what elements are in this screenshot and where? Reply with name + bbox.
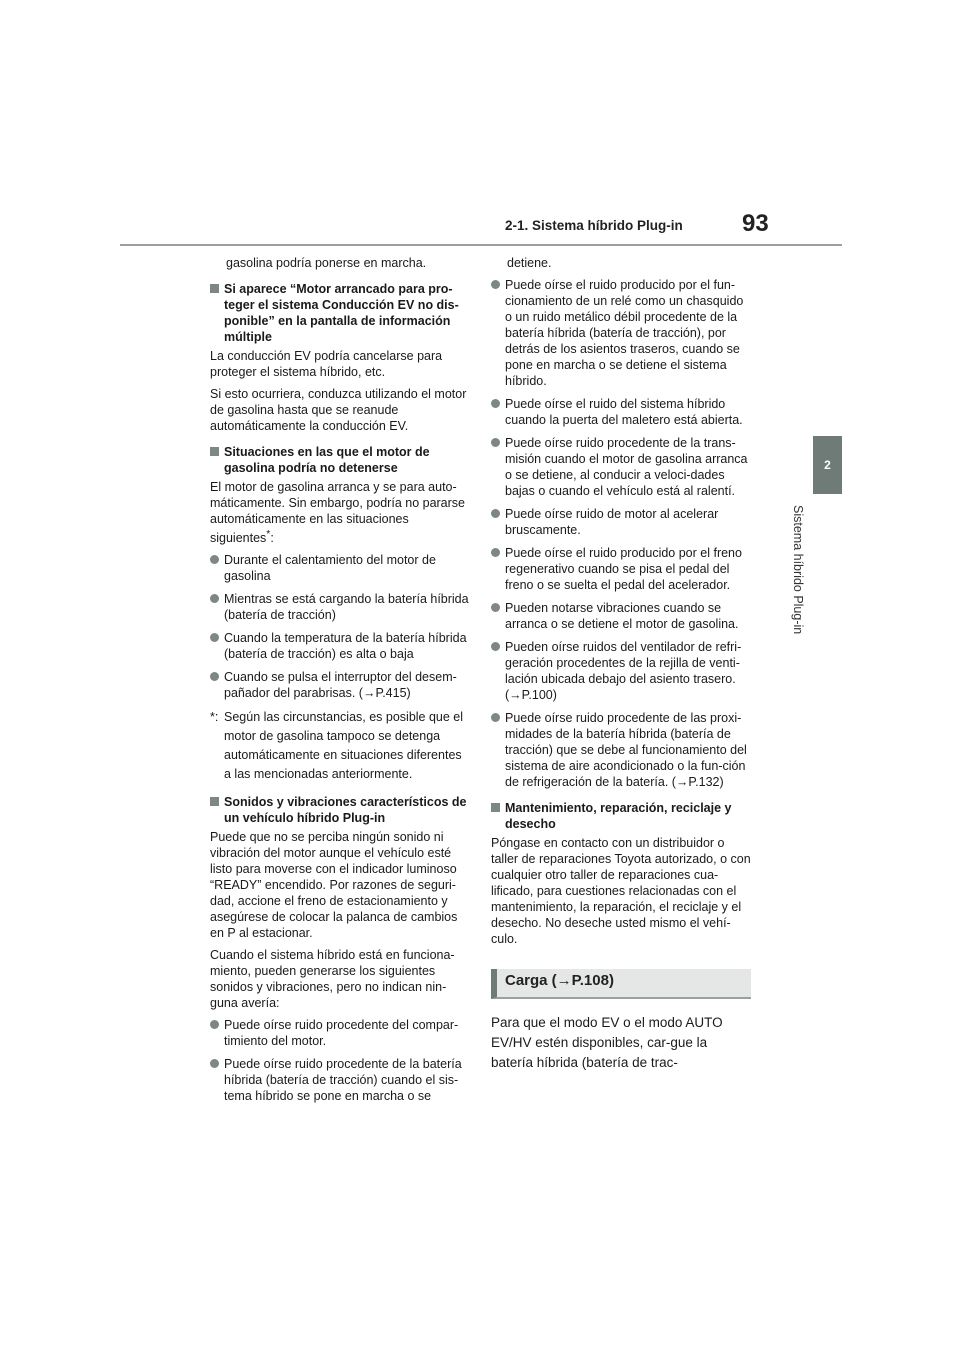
list-item: Cuando se pulsa el interruptor del desem-pañador del parabrisas. (→P.415) (210, 669, 470, 701)
chapter-tab[interactable]: 2 (813, 436, 842, 494)
circle-bullet-icon (210, 1020, 219, 1029)
section-heading: Situaciones en las que el motor de gasolina podría no detenerse (210, 444, 470, 476)
carga-title: Carga (→P.108) (505, 972, 614, 989)
list-item: Puede oírse el ruido producido por el freno regenerativo cuando se pisa el pedal del freno o se suelta el pedal del acelerador. (491, 545, 751, 593)
circle-bullet-icon (210, 672, 219, 681)
list-item: Puede oírse el ruido producido por el fun-cionamiento de un relé como un chasquido o un ruido metálico débil procedente de la batería híbrida (batería de tracción), por detrás de los asientos traseros, cuando se pone en marcha o se detiene el sistema híbrido. (491, 277, 751, 389)
right-column (491, 255, 751, 1073)
circle-bullet-icon (491, 642, 500, 651)
paragraph: Puede que no se perciba ningún sonido ni vibración del motor aunque el vehículo esté listo para moverse con el indicador luminoso “READY” encendido. Por razones de seguri-dad, accione el freno de estacionamiento y asegúrese de colocar la palanca de cambios en P al estacionar. (210, 830, 458, 941)
circle-bullet-icon (210, 1059, 219, 1068)
circle-bullet-icon (210, 633, 219, 642)
footnote: *: Según las circunstancias, es posible que el motor de gasolina tampoco se detenga automáticamente en situaciones diferentes a las mencionadas anteriormente. (210, 710, 464, 782)
list-item: Puede oírse el ruido del sistema híbrido cuando la puerta del maletero está abierta. (491, 396, 751, 428)
list-item: Cuando la temperatura de la batería híbrida (batería de tracción) es alta o baja (210, 630, 470, 662)
paragraph: La conducción EV podría cancelarse para proteger el sistema híbrido, etc. (210, 349, 443, 379)
circle-bullet-icon (491, 603, 500, 612)
square-bullet-icon (210, 447, 219, 456)
list-item: Durante el calentamiento del motor de gasolina (210, 552, 470, 584)
paragraph: El motor de gasolina arranca y se para auto-máticamente. Sin embargo, podría no pararse automáticamente en las situaciones siguientes*: (210, 480, 465, 546)
list-item: Pueden notarse vibraciones cuando se arranca o se detiene el motor de gasolina. (491, 600, 751, 632)
intro-text: gasolina podría ponerse en marcha. (226, 256, 427, 270)
circle-bullet-icon (491, 438, 500, 447)
paragraph: Si esto ocurriera, conduzca utilizando el motor de gasolina hasta que se reanude automáticamente la conducción EV. (210, 387, 467, 433)
section-heading: Mantenimiento, reparación, reciclaje y desecho (491, 800, 751, 832)
circle-bullet-icon (491, 280, 500, 289)
list-item: Puede oírse ruido procedente de las proxi-midades de la batería híbrida (batería de tracción) que se debe al funcionamiento del sistema de aire acondicionado o la fun-ción de refrigeración de la batería. (→P.132) (491, 710, 751, 790)
list-item: Mientras se está cargando la batería híbrida (batería de tracción) (210, 591, 470, 623)
left-column (210, 255, 470, 1111)
header-rule (120, 244, 842, 246)
section-heading: Si aparece “Motor arrancado para pro-teger el sistema Conducción EV no dis-ponible” en la pantalla de información múltiple (210, 281, 470, 345)
square-bullet-icon (210, 797, 219, 806)
square-bullet-icon (491, 803, 500, 812)
circle-bullet-icon (491, 713, 500, 722)
circle-bullet-icon (210, 555, 219, 564)
circle-bullet-icon (210, 594, 219, 603)
list-item: Puede oírse ruido de motor al acelerar bruscamente. (491, 506, 751, 538)
chapter-label: Sistema híbrido Plug-in (791, 505, 805, 635)
list-item: Puede oírse ruido procedente del compar-timiento del motor. (210, 1017, 470, 1049)
paragraph: Póngase en contacto con un distribuidor o taller de reparaciones Toyota autorizado, o con cualquier otro taller de reparaciones cua-lificado, para cuestiones relacionadas con el mantenimiento, la reparación, el reciclaje y el desecho. No deseche usted mismo el vehí-culo. (491, 836, 751, 946)
circle-bullet-icon (491, 548, 500, 557)
section-heading: Sonidos y vibraciones característicos de un vehículo híbrido Plug-in (210, 794, 470, 826)
continued-text: detiene. (507, 256, 552, 270)
square-bullet-icon (210, 284, 219, 293)
circle-bullet-icon (491, 399, 500, 408)
section-title: 2-1. Sistema híbrido Plug-in (505, 218, 683, 233)
carga-paragraph: Para que el modo EV o el modo AUTO EV/HV estén disponibles, car-gue la batería híbrida (batería de trac- (491, 1015, 723, 1070)
list-item: Puede oírse ruido procedente de la batería híbrida (batería de tracción) cuando el sis-tema híbrido se pone en marcha o se (210, 1056, 470, 1104)
footnote-mark: *: (210, 710, 219, 725)
paragraph: Cuando el sistema híbrido está en funciona-miento, pueden generarse los siguientes sonidos y vibraciones, pero no indican nin-guna avería: (210, 948, 455, 1011)
circle-bullet-icon (491, 509, 500, 518)
list-item: Puede oírse ruido procedente de la trans-misión cuando el motor de gasolina arranca o se detiene, al conducir a veloci-dades bajas o cuando el vehículo está al ralentí. (491, 435, 751, 499)
page-number: 93 (742, 210, 769, 237)
carga-section-header (491, 969, 751, 999)
footnote-marker: * (266, 529, 271, 540)
list-item: Pueden oírse ruidos del ventilador de refri-geración procedentes de la rejilla de venti-lación ubicada debajo del asiento trasero. (→P.100) (491, 639, 751, 703)
